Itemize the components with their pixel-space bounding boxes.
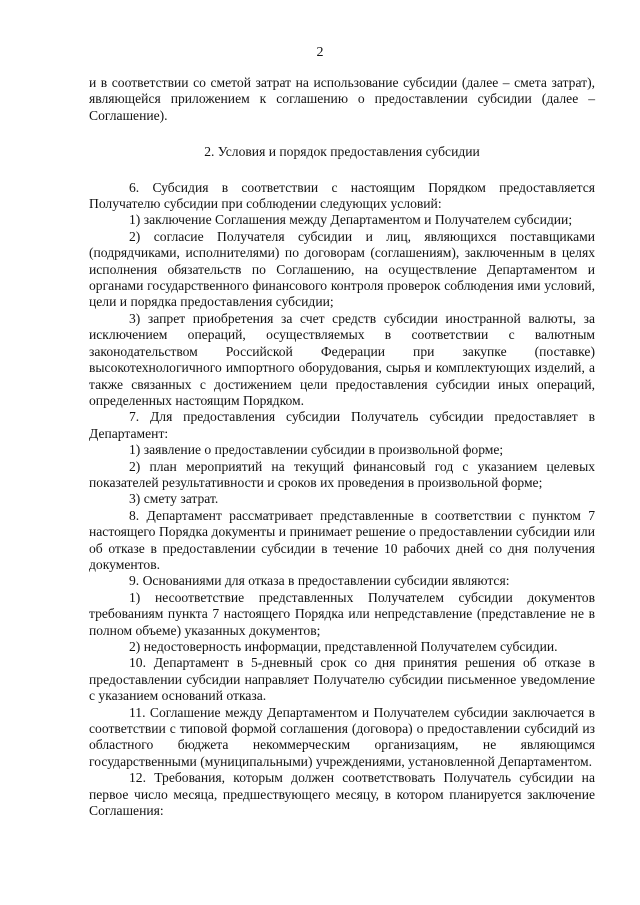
clause-10: 10. Департамент в 5-дневный срок со дня принятия решения об отказе в предоставлении субсидии направляет Получателю субсидии письменное уведомление с указанием оснований отказа. xyxy=(89,655,595,704)
clause-9-item-1: 1) несоответствие представленных Получателем субсидии документов требованиям пункта 7 настоящего Порядка или непредставление (представление не в полном объеме) указанных документов; xyxy=(89,589,595,638)
intro-paragraph: и в соответствии со сметой затрат на использование субсидии (далее – смета затрат), являющейся приложением к соглашению о предоставлении субсидии (далее – Соглашение). xyxy=(89,75,595,123)
clause-9: 9. Основаниями для отказа в предоставлении субсидии являются: xyxy=(129,573,510,589)
clause-7-item-1: 1) заявление о предоставлении субсидии в произвольной форме; xyxy=(129,442,504,458)
clause-6-item-1: 1) заключение Соглашения между Департаментом и Получателем субсидии; xyxy=(129,212,573,228)
clause-12: 12. Требования, которым должен соответствовать Получатель субсидии на первое число месяца, предшествующего месяцу, в котором планируется заключение Соглашения: xyxy=(89,770,595,819)
clause-6-item-2: 2) согласие Получателя субсидии и лиц, являющихся поставщиками (подрядчиками, исполнителями) по договорам (соглашениям), заключенным в целях исполнения обязательств по Соглашению, на осуществление Департаментом и органами государственного финансового контроля проверок соблюдения ими условий, цели и порядка предоставления субсидии; xyxy=(89,228,595,310)
clause-11: 11. Соглашение между Департаментом и Получателем субсидии заключается в соответствии с типовой формой соглашения (договора) о предоставлении субсидий из областного бюджета некоммерческим организациям, не являющимся государственными (муниципальными) учреждениями, установленной Департаментом. xyxy=(89,704,595,769)
clause-8: 8. Департамент рассматривает представленные в соответствии с пунктом 7 настоящего Порядка документы и принимает решение о предоставлении субсидии или об отказе в предоставлении субсидии в течение 10 рабочих дней со дня получения документов. xyxy=(89,507,595,572)
clause-6-item-3: 3) запрет приобретения за счет средств субсидии иностранной валюты, за исключением операций, осуществляемых в соответствии с валютным законодательством Российской Федерации при закупке (поставке) высокотехнологичного импортного оборудования, сырья и комплектующих изделий, а также связанных с достижением цели предоставления субсидии иных операций, определенных настоящим Порядком. xyxy=(89,310,595,408)
clause-6: 6. Субсидия в соответствии с настоящим Порядком предоставляется Получателю субсидии при соблюдении следующих условий: xyxy=(89,179,595,212)
clause-7-item-2: 2) план мероприятий на текущий финансовый год с указанием целевых показателей результативности и сроков их проведения в произвольной форме; xyxy=(89,458,595,490)
clause-9-item-2: 2) недостоверность информации, представленной Получателем субсидии. xyxy=(129,639,558,654)
clause-7-item-3: 3) смету затрат. xyxy=(129,491,219,507)
document-body xyxy=(89,75,595,819)
page-number: 2 xyxy=(316,45,324,60)
clause-7: 7. Для предоставления субсидии Получатель субсидии предоставляет в Департамент: xyxy=(89,409,595,441)
section-title: 2. Условия и порядок предоставления субсидии xyxy=(204,144,480,160)
